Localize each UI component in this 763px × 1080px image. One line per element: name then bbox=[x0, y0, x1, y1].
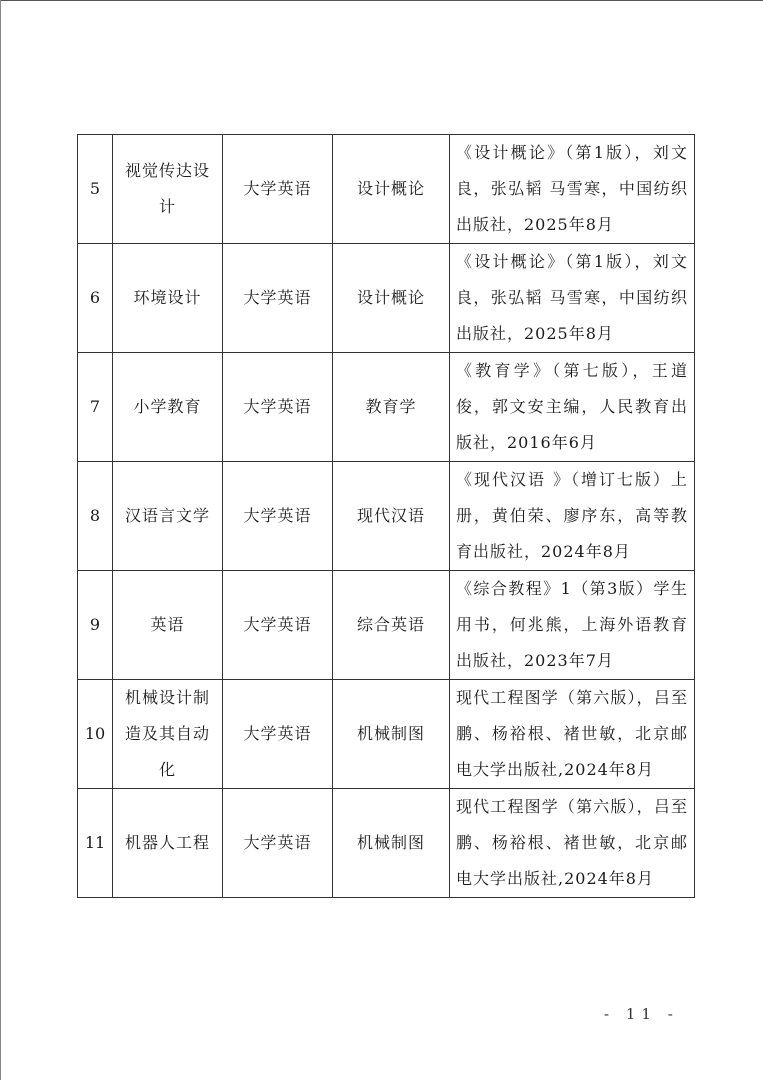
row-number: 9 bbox=[78, 571, 113, 680]
row-number: 11 bbox=[78, 789, 113, 898]
major-cell: 机械设计制造及其自动化 bbox=[113, 680, 223, 789]
major-cell: 视觉传达设计 bbox=[113, 135, 223, 244]
major-cell: 汉语言文学 bbox=[113, 462, 223, 571]
table-row bbox=[78, 244, 695, 353]
page-top-edge bbox=[0, 0, 763, 1]
textbook-cell: 《设计概论》（第1版），刘文良，张弘韬 马雪寒，中国纺织出版社，2025年8月 bbox=[450, 135, 695, 244]
textbook-cell: 《综合教程》1（第3版）学生用书，何兆熊，上海外语教育出版社，2023年7月 bbox=[450, 571, 695, 680]
major-cell: 英语 bbox=[113, 571, 223, 680]
page-left-edge bbox=[0, 0, 1, 1080]
course-cell: 机械制图 bbox=[333, 789, 450, 898]
table-row bbox=[78, 789, 695, 898]
table-row bbox=[78, 353, 695, 462]
table-row bbox=[78, 135, 695, 244]
subject-cell: 大学英语 bbox=[223, 353, 333, 462]
row-number: 7 bbox=[78, 353, 113, 462]
course-cell: 设计概论 bbox=[333, 135, 450, 244]
textbook-cell: 《教育学》（第七版），王道俊，郭文安主编，人民教育出版社，2016年6月 bbox=[450, 353, 695, 462]
course-cell: 现代汉语 bbox=[333, 462, 450, 571]
course-cell: 设计概论 bbox=[333, 244, 450, 353]
course-textbook-table bbox=[77, 134, 695, 898]
major-cell: 小学教育 bbox=[113, 353, 223, 462]
major-cell: 机器人工程 bbox=[113, 789, 223, 898]
row-number: 6 bbox=[78, 244, 113, 353]
subject-cell: 大学英语 bbox=[223, 571, 333, 680]
textbook-cell: 《现代汉语 》（增订七版）上册，黄伯荣、廖序东，高等教育出版社，2024年8月 bbox=[450, 462, 695, 571]
row-number: 8 bbox=[78, 462, 113, 571]
major-cell: 环境设计 bbox=[113, 244, 223, 353]
course-cell: 教育学 bbox=[333, 353, 450, 462]
textbook-cell: 《设计概论》（第1版），刘文良，张弘韬 马雪寒，中国纺织出版社，2025年8月 bbox=[450, 244, 695, 353]
row-number: 10 bbox=[78, 680, 113, 789]
subject-cell: 大学英语 bbox=[223, 462, 333, 571]
subject-cell: 大学英语 bbox=[223, 244, 333, 353]
course-cell: 机械制图 bbox=[333, 680, 450, 789]
subject-cell: 大学英语 bbox=[223, 680, 333, 789]
table-row bbox=[78, 680, 695, 789]
subject-cell: 大学英语 bbox=[223, 135, 333, 244]
textbook-cell: 现代工程图学（第六版），吕至鹏、杨裕根、褚世敏，北京邮电大学出版社,2024年8月 bbox=[450, 789, 695, 898]
table-row bbox=[78, 462, 695, 571]
page-number: - 11 - bbox=[604, 1005, 679, 1023]
row-number: 5 bbox=[78, 135, 113, 244]
course-cell: 综合英语 bbox=[333, 571, 450, 680]
table-row bbox=[78, 571, 695, 680]
textbook-cell: 现代工程图学（第六版），吕至鹏、杨裕根、褚世敏，北京邮电大学出版社,2024年8月 bbox=[450, 680, 695, 789]
subject-cell: 大学英语 bbox=[223, 789, 333, 898]
